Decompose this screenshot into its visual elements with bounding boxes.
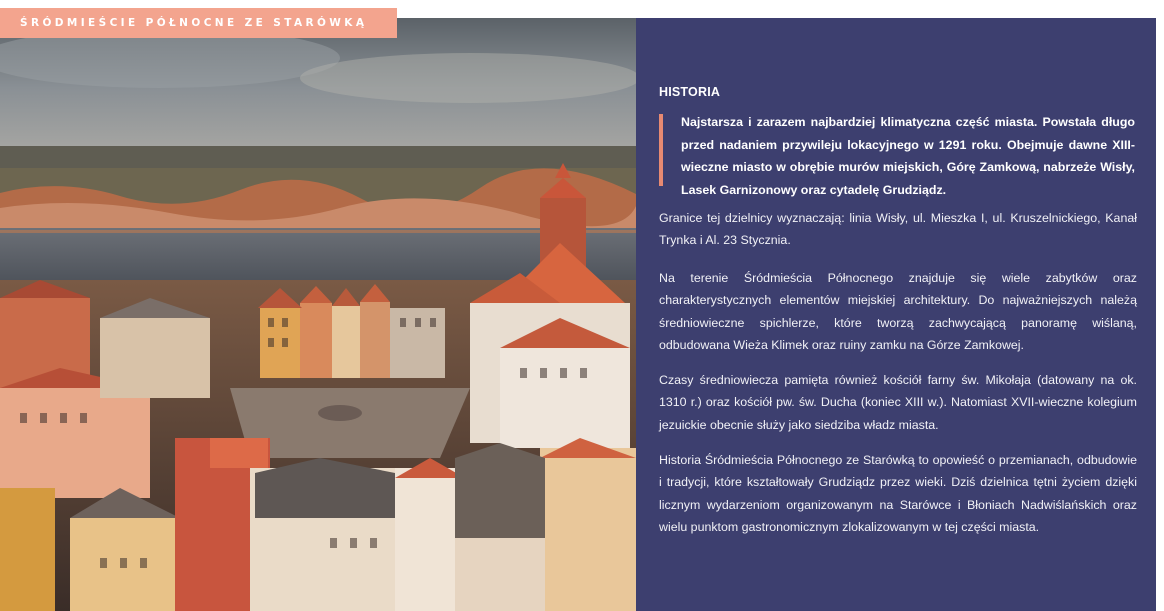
section-heading: HISTORIA [659,85,721,99]
lead-paragraph: Najstarsza i zarazem najbardziej klimatyczna część miasta. Powstała długo przed nadaniem przywileju lokacyjnego w 1291 roku. Obejmuje dawne XIII-wieczne miasto w obrębie murów miejskich, Górę Zamkową, nabrzeże Wisły, Lasek Garnizonowy oraz cytadelę Grudziądz. [681,115,1135,197]
lead-accent-bar [659,114,663,186]
body-paragraph: Granice tej dzielnicy wyznaczają: linia Wisły, ul. Mieszka I, ul. Kruszelnickiego, Kanał Trynka i Al. 23 Stycznia. [659,211,1137,248]
body-paragraph: Historia Śródmieścia Północnego ze Starówką to opowieść o przemianach, odbudowie i tradycji, które kształtowały Grudziądz przez wieki. Dziś dzielnica tętni życiem dzięki licznym wydarzeniom organizowanym na Starówce i Błoniach Nadwiślańskich oraz wielu punktom gastronomicznym zlokalizowanym w tej części miasta. [659,453,1137,534]
history-text-panel [636,18,1156,611]
section-title-tag: ŚRÓDMIEŚCIE PÓŁNOCNE ZE STARÓWKĄ [0,8,397,38]
body-paragraph: Na terenie Śródmieścia Północnego znajduje się wiele zabytków oraz charakterystycznych elementów miejskiej architektury. Do najważniejszych należą średniowieczne spichlerze, które tworzą zachwycającą panoramę wiślaną, odbudowana Wieża Klimek oraz ruiny zamku na Górze Zamkowej. [659,271,1137,352]
old-town-aerial-photo [0,18,636,611]
body-paragraph: Czasy średniowiecza pamięta również kościół farny św. Mikołaja (datowany na ok. 1310 r.) oraz kościół pw. św. Ducha (koniec XIII w.). Natomiast XVII-wieczne kolegium jezuickie obecnie służy jako siedziba władz miasta. [659,373,1137,432]
